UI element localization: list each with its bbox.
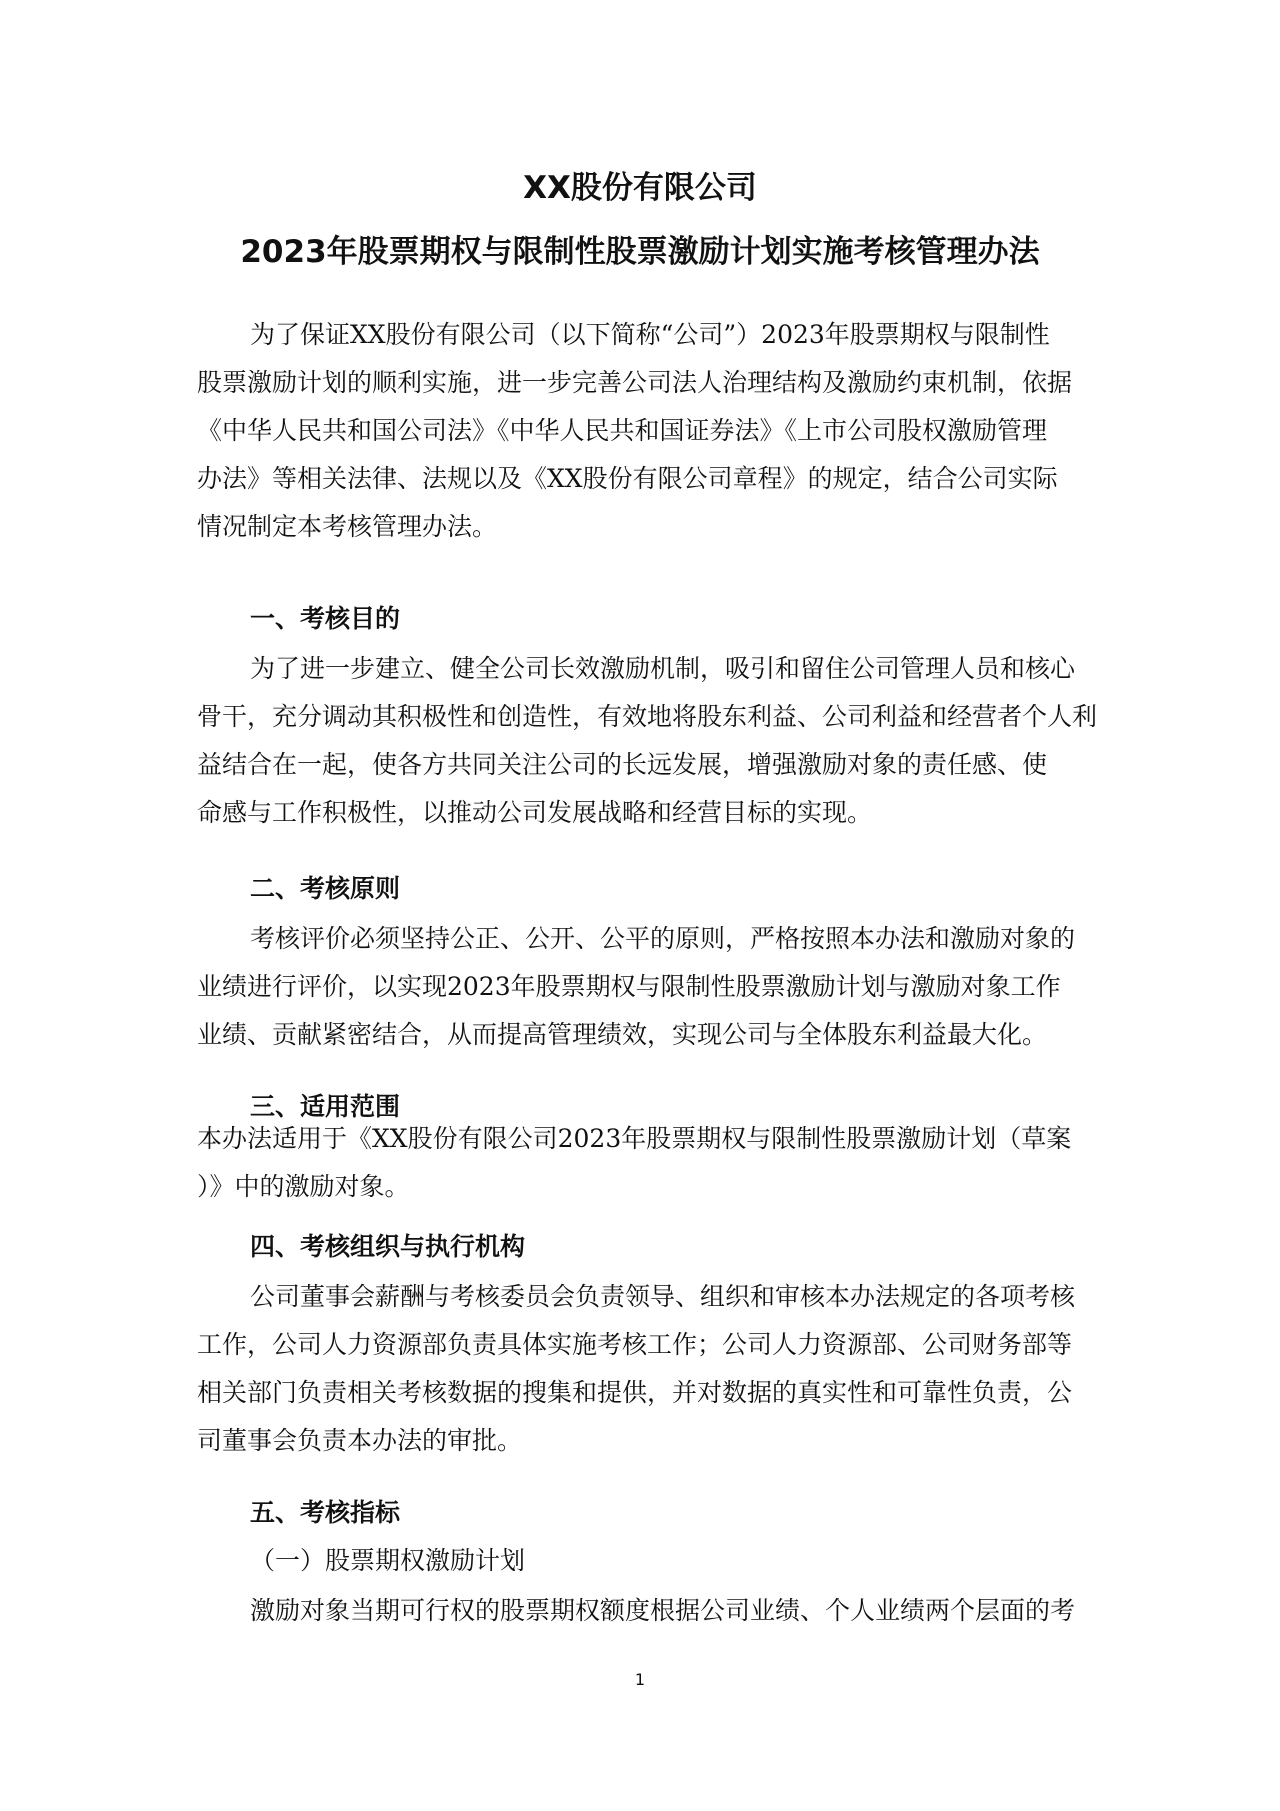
paragraph-line: 为了进一步建立、健全公司长效激励机制，吸引和留住公司管理人员和核心 bbox=[250, 654, 1076, 683]
paragraph-line: 业绩、贡献紧密结合，从而提高管理绩效，实现公司与全体股东利益最大化。 bbox=[197, 1020, 1048, 1049]
section-heading-organization: 四、考核组织与执行机构 bbox=[250, 1232, 526, 1261]
paragraph-line: 公司董事会薪酬与考核委员会负责领导、组织和审核本办法规定的各项考核 bbox=[250, 1282, 1076, 1311]
intro-line: 办法》等相关法律、法规以及《XX股份有限公司章程》的规定，结合公司实际 bbox=[197, 464, 1058, 493]
section-heading-indicators: 五、考核指标 bbox=[250, 1498, 401, 1527]
paragraph-line: 激励对象当期可行权的股票期权额度根据公司业绩、个人业绩两个层面的考 bbox=[250, 1596, 1076, 1625]
paragraph-line: 司董事会负责本办法的审批。 bbox=[197, 1426, 523, 1455]
subsection-heading: （一）股票期权激励计划 bbox=[250, 1546, 526, 1575]
section-heading-principles: 二、考核原则 bbox=[250, 874, 401, 903]
paragraph-line: ）》中的激励对象。 bbox=[197, 1172, 410, 1201]
paragraph-line: 命感与工作积极性，以推动公司发展战略和经营目标的实现。 bbox=[197, 798, 873, 827]
paragraph-line: 业绩进行评价，以实现2023年股票期权与限制性股票激励计划与激励对象工作 bbox=[197, 972, 1061, 1001]
intro-line: 情况制定本考核管理办法。 bbox=[197, 512, 498, 541]
paragraph-line: 工作，公司人力资源部负责具体实施考核工作；公司人力资源部、公司财务部等 bbox=[197, 1330, 1073, 1359]
intro-line: 《中华人民共和国公司法》《中华人民共和国证券法》《上市公司股权激励管理 bbox=[197, 416, 1048, 445]
paragraph-line: 益结合在一起，使各方共同关注公司的长远发展，增强激励对象的责任感、使 bbox=[197, 750, 1048, 779]
page-number: 1 bbox=[634, 1670, 646, 1689]
section-heading-purpose: 一、考核目的 bbox=[250, 604, 401, 633]
document-title: 2023年股票期权与限制性股票激励计划实施考核管理办法 bbox=[240, 234, 1040, 270]
paragraph-line: 考核评价必须坚持公正、公开、公平的原则，严格按照本办法和激励对象的 bbox=[250, 924, 1076, 953]
company-title: XX股份有限公司 bbox=[523, 170, 757, 206]
section-heading-scope: 三、适用范围 bbox=[250, 1092, 401, 1121]
paragraph-line: 本办法适用于《XX股份有限公司2023年股票期权与限制性股票激励计划（草案 bbox=[197, 1124, 1072, 1153]
paragraph-line: 骨干，充分调动其积极性和创造性，有效地将股东利益、公司利益和经营者个人利 bbox=[197, 702, 1098, 731]
intro-line: 股票激励计划的顺利实施，进一步完善公司法人治理结构及激励约束机制，依据 bbox=[197, 368, 1073, 397]
intro-line: 为了保证XX股份有限公司（以下简称“公司”）2023年股票期权与限制性 bbox=[250, 320, 1050, 349]
paragraph-line: 相关部门负责相关考核数据的搜集和提供，并对数据的真实性和可靠性负责，公 bbox=[197, 1378, 1073, 1407]
